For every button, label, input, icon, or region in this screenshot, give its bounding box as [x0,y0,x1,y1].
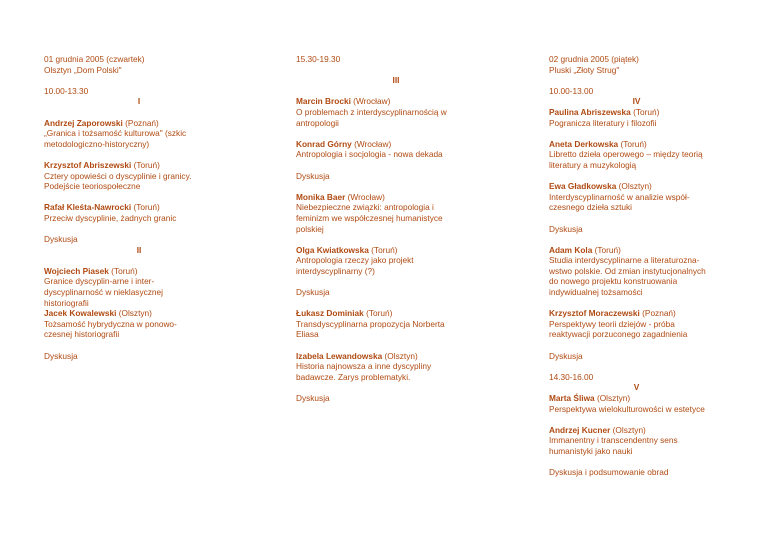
speaker-city: (Toruń) [368,244,398,255]
talk-speaker [549,425,734,436]
talk-title: Tożsamość hybrydyczna w ponowo- [44,318,177,329]
speaker-city: (Olsztyn) [610,424,646,435]
speaker-name: Ewa Gładkowska [549,181,617,192]
speaker-city: (Olsztyn) [594,393,631,403]
talk-title: O problemach z interdyscyplinarnością w [296,106,447,117]
talk-speaker [549,308,734,319]
talk-title: humanistyki jako nauki [549,445,633,456]
talk-title: „Granica i tożsamość kulturowa" (szkic [44,128,187,139]
talk-title: do nowego projektu konstruowania [549,276,678,287]
talk-speaker [296,96,496,107]
talk-title: Eliasa [296,329,319,340]
talk-speaker [296,245,496,256]
session-number: I [137,96,141,107]
talk-title: Libretto dzieła operowego – między teorią [549,149,703,160]
speaker-name: Adam Kola [549,244,593,255]
talk-title: reaktywacji porzuconego zagadnienia [549,329,688,340]
discussion: Dyskusja [296,287,330,298]
session-number: III [392,75,400,86]
talk-speaker [549,245,734,256]
talk-title: antropologii [296,117,339,128]
speaker-name: Aneta Derkowska [549,138,619,149]
speaker-name: Marcin Brocki [296,96,351,107]
speaker-city: (Toruń) [630,106,660,117]
talk-speaker [44,266,234,277]
talk-title: czesnego dzieła sztuki [549,202,633,213]
talk-title: literatury a muzykologią [549,159,637,170]
talk-title: Perspektywa wielokulturowości w estetyce [549,403,705,414]
speaker-city: (Toruń) [108,265,138,276]
talk-title: wstwo polskie. Od zmian instytucjonalnych [549,265,706,276]
talk-title: Granice dyscyplin-arne i inter- [44,276,155,287]
talk-title: feminizm we współczesnej humanistyce [296,212,443,223]
speaker-name: Konrad Górny [296,138,352,149]
session-time: 10.00-13.00 [549,85,594,96]
speaker-city: (Poznań) [639,308,676,319]
talk-speaker [549,107,734,118]
speaker-city: (Toruń) [363,308,393,319]
session-time: 15.30-19.30 [296,54,341,64]
talk-title: Antropologia i socjologia - nowa dekada [296,149,443,160]
day1-afternoon-column [296,54,496,404]
speaker-city: (Wrocław) [350,96,391,107]
speaker-city: (Wrocław) [345,191,385,202]
talk-title: metodologiczno-historyczny) [44,138,150,149]
talk-title: Niebezpieczne związki: antropologia i [296,202,434,213]
talk-title: Podejście teoriospołeczne [44,181,141,192]
talk-title: Studia interdyscyplinarne a literaturozna- [549,255,700,266]
talk-speaker [296,192,496,203]
talk-title: Cztery opowieści o dyscyplinie i granicy. [44,170,192,181]
talk-title: interdyscyplinarny (?) [296,265,375,276]
session-number: V [633,382,640,393]
speaker-name: Jacek Kowalewski [44,308,117,319]
talk-title: Immanentny i transcendentny sens [549,435,678,446]
talk-speaker [44,160,234,171]
talk-title: Transdyscyplinarna propozycja Norberta [296,318,445,329]
speaker-city: (Olsztyn) [116,308,152,319]
discussion: Dyskusja [296,393,330,403]
talk-speaker [44,118,234,129]
speaker-name: Krzysztof Moraczewski [549,308,640,319]
talk-speaker [296,139,496,150]
talk-title: polskiej [296,223,324,234]
day1-place: Olsztyn „Dom Polski" [44,64,122,75]
speaker-name: Paulina Abriszewska [549,106,631,117]
talk-speaker [549,393,734,404]
discussion: Dyskusja [296,170,330,181]
speaker-name: Andrzej Kucner [549,424,611,435]
speaker-city: (Toruń) [592,244,621,255]
talk-title: Perspektywy teorii dziejów - próba [549,318,675,329]
speaker-name: Wojciech Piasek [44,265,109,276]
talk-speaker [549,139,734,150]
discussion: Dyskusja [549,223,583,234]
speaker-name: Olga Kwiatkowska [296,244,369,255]
talk-title: Interdyscyplinarność w analizie współ- [549,191,690,202]
talk-title: Antropologia rzeczy jako projekt [296,255,414,266]
speaker-name: Łukasz Dominiak [296,308,364,319]
talk-title: indywidualnej tożsamości [549,287,643,298]
discussion: Dyskusja [549,350,583,361]
talk-speaker [549,181,734,192]
speaker-city: (Toruń) [131,159,160,170]
talk-title: dyscyplinarność w nieklasycznej [44,287,163,298]
speaker-city: (Olsztyn) [616,181,652,192]
speaker-name: Rafał Kleśta-Nawrocki [44,202,132,213]
session-time: 10.00-13.30 [44,85,89,96]
day2-date: 02 grudnia 2005 (piątek) [549,54,639,64]
discussion: Dyskusja [44,234,78,245]
discussion: Dyskusja i podsumowanie obrad [549,467,669,478]
session-number: IV [632,96,641,107]
discussion: Dyskusja [44,350,78,361]
talk-speaker [296,308,496,319]
talk-title: Przeciw dyscyplinie, żadnych granic [44,212,177,223]
day1-date: 01 grudnia 2005 (czwartek) [44,54,145,64]
day2-column [549,54,734,478]
speaker-name: Monika Baer [296,191,346,202]
session-number: II [136,244,142,255]
speaker-city: (Toruń) [131,202,160,213]
talk-speaker [44,308,234,319]
talk-title: badawcze. Zarys problematyki. [296,371,411,382]
speaker-name: Krzysztof Abriszewski [44,159,132,170]
talk-title: czesnej historiografii [44,329,120,340]
talk-speaker [296,351,496,362]
talk-title: historiografii [44,297,89,308]
speaker-name: Marta Śliwa [549,393,595,403]
speaker-name: Izabela Lewandowska [296,350,383,361]
speaker-city: (Wrocław) [351,138,392,149]
session-time: 14.30-16.00 [549,371,594,382]
speaker-city: (Toruń) [618,138,647,149]
talk-title: Pogranicza literatury i filozofii [549,117,657,128]
day1-morning-column [44,54,234,361]
talk-title: Historia najnowsza a inne dyscypliny [296,361,432,372]
speaker-city: (Olsztyn) [382,350,418,361]
speaker-name: Andrzej Zaporowski [44,117,123,128]
speaker-city: (Poznań) [122,117,159,128]
day2-place: Pluski „Złoty Strug" [549,64,620,75]
talk-speaker [44,202,234,213]
